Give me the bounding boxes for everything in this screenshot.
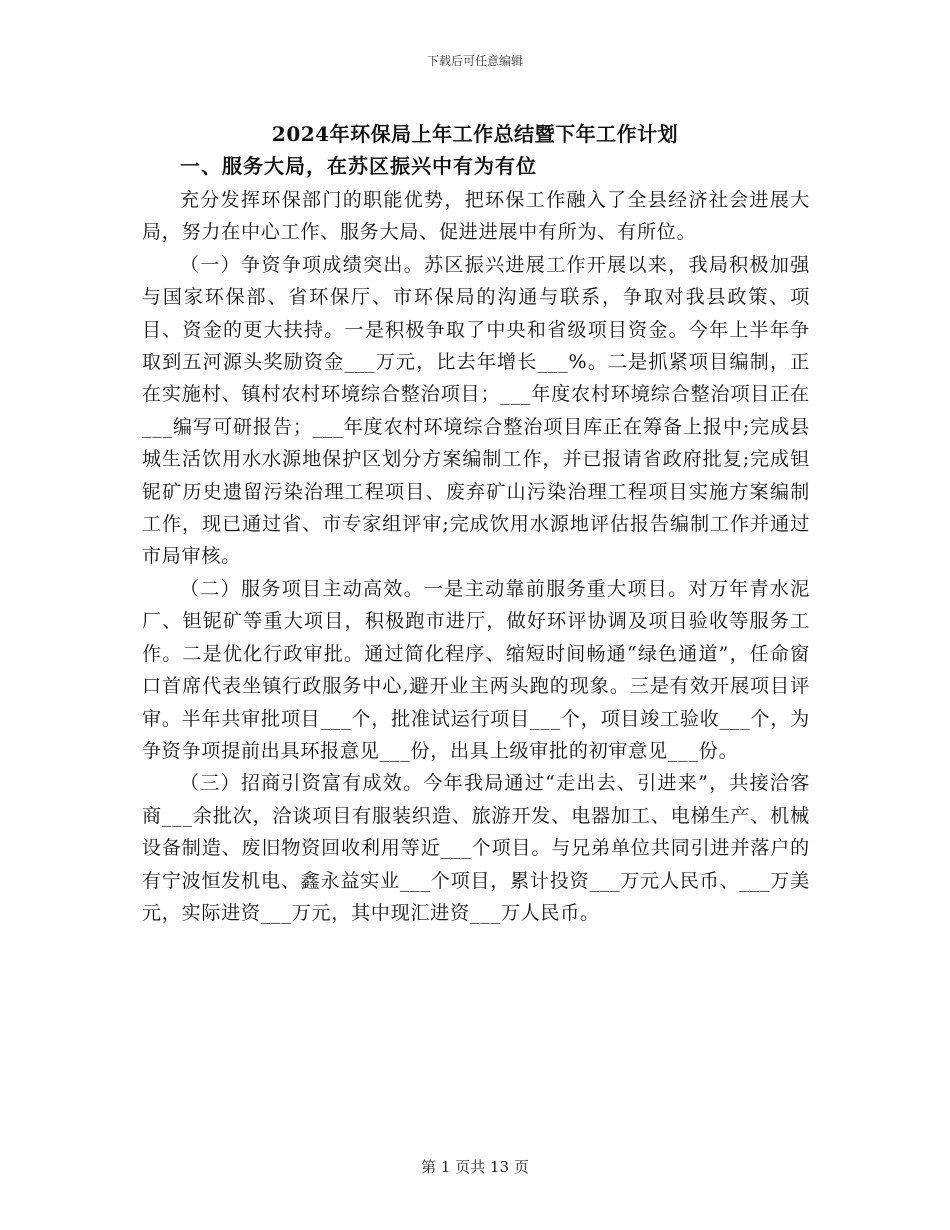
paragraph-project-service: （二）服务项目主动高效。一是主动靠前服务重大项目。对万年青水泥厂、钽铌矿等重大项目，积极跑市进厅，做好环评协调及项目验收等服务工作。二是优化行政审批。通过简化程序、缩短时间畅通“绿色通道”，任命窗口首席代表坐镇行政服务中心,避开业主两头跑的现象。三是有效开展项目评审。半年共审批项目___个，批准试运行项目___个，项目竣工验收___个，为争资争项提前出具环报意见___份，出具上级审批的初审意见___份。 <box>142 577 810 762</box>
paragraph-investment: （三）招商引资富有成效。今年我局通过“走出去、引进来”，共接洽客商___余批次，洽谈项目有服装织造、旅游开发、电器加工、电梯生产、机械设备制造、废旧物资回收利用等近___个项目。与兄弟单位共同引进并落户的有宁波恒发机电、鑫永益实业___个项目，累计投资___万元人民币、___万美元，实际进资___万元，其中现汇进资___万人民币。 <box>142 772 810 924</box>
document-title: 2024年环保局上年工作总结暨下年工作计划 <box>271 122 679 146</box>
section-heading: 一、服务大局，在苏区振兴中有为有位 <box>180 154 537 178</box>
paragraph-intro: 充分发挥环保部门的职能优势，把环保工作融入了全县经济社会进展大局，努力在中心工作、服务大局、促进进展中有所为、有所位。 <box>142 189 810 244</box>
document-body <box>142 184 810 929</box>
page-number: 第 1 页共 13 页 <box>421 1158 529 1176</box>
paragraph-funding: （一）争资争项成绩突出。苏区振兴进展工作开展以来，我局积极加强与国家环保部、省环保厅、市环保局的沟通与联系，争取对我县政策、项目、资金的更大扶持。一是积极争取了中央和省级项目资金。今年上半年争取到五河源头奖励资金___万元，比去年增长___%。二是抓紧项目编制，正在实施村、镇村农村环境综合整治项目；___年度农村环境综合整治项目正在___编写可研报告；___年度农村环境综合整治项目库正在筹备上报中;完成县城生活饮用水水源地保护区划分方案编制工作，并已报请省政府批复;完成钽铌矿历史遗留污染治理工程项目、废弃矿山污染治理工程项目实施方案编制工作，现已通过省、市专家组评审;完成饮用水源地评估报告编制工作并通过市局审核。 <box>142 253 810 568</box>
page-header-note: 下载后可任意编辑 <box>426 54 523 68</box>
